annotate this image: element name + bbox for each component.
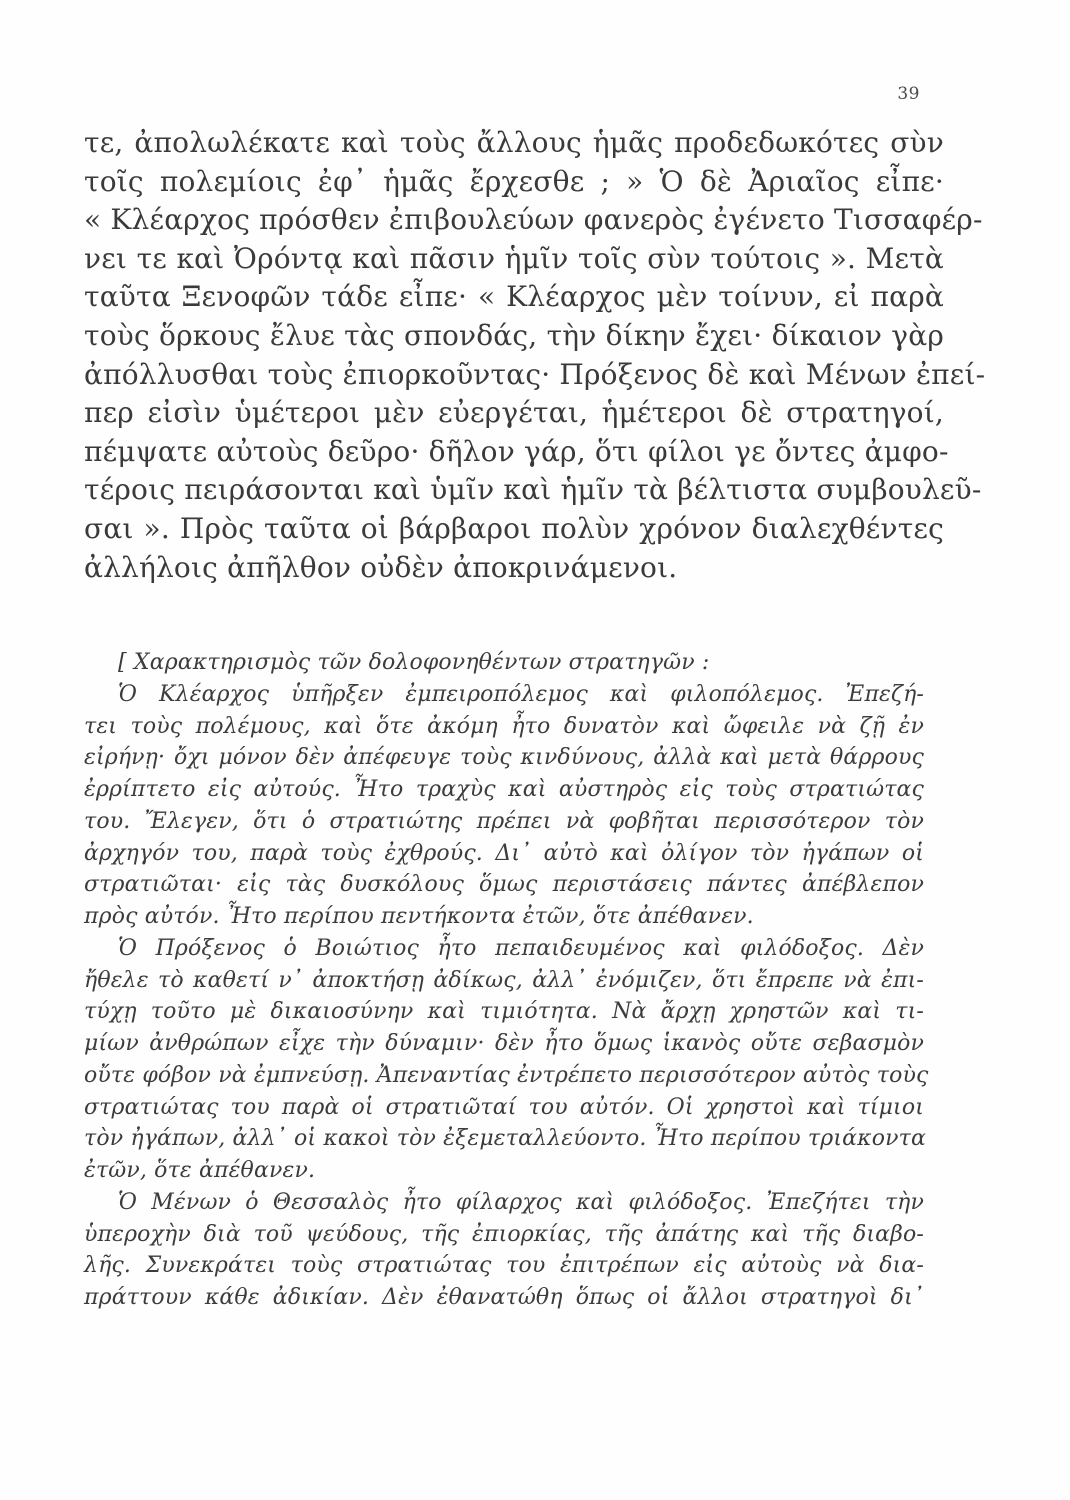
commentary-line: του. Ἔλεγεν, ὅτι ὁ στρατιώτης πρέπει νὰ φοβῆται περισσότερον τὸν — [84, 808, 924, 834]
commentary-line: τύχῃ τοῦτο μὲ δικαιοσύνην καὶ τιμιότητα. Νὰ ἄρχῃ χρηστῶν καὶ τι- — [84, 999, 924, 1025]
text-line: τε, ἀπολωλέκατε καὶ τοὺς ἄλλους ἡμᾶς προδεδωκότες σὺν — [84, 126, 944, 159]
commentary-line: εἰρήνῃ· ὄχι μόνον δὲν ἀπέφευγε τοὺς κινδύνους, ἀλλὰ καὶ μετὰ θάρρους — [84, 745, 924, 771]
text-line: τοὺς ὅρκους ἔλυε τὰς σπονδάς, τὴν δίκην ἔχει· δίκαιον γὰρ — [84, 318, 944, 352]
main-greek-text — [84, 124, 986, 587]
text-line: τοῖς πολεμίοις ἐφ᾽ ἡμᾶς ἔρχεσθε ; » Ὁ δὲ Ἀριαῖος εἶπε· — [84, 164, 944, 198]
commentary-section — [84, 647, 929, 1314]
commentary-line: πρὸς αὐτόν. Ἦτο περίπου πεντήκοντα ἐτῶν, ὅτε ἀπέθανεν. — [84, 904, 754, 929]
commentary-line: τει τοὺς πολέμους, καὶ ὅτε ἀκόμη ἦτο δυνατὸν καὶ ὤφειλε νὰ ζῇ ἐν — [84, 713, 924, 739]
commentary-line: Ὁ Μένων ὁ Θεσσαλὸς ἦτο φίλαρχος καὶ φιλόδοξος. Ἐπεζήτει τὴν — [118, 1189, 924, 1215]
page-number: 39 — [897, 84, 920, 104]
commentary-line: ἤθελε τὸ καθετί ν᾽ ἀποκτήσῃ ἀδίκως, ἀλλ᾽ ἐνόμιζεν, ὅτι ἔπρεπε νὰ ἐπι- — [84, 967, 924, 993]
text-line: ἀλλήλοις ἀπῆλθον οὐδὲν ἀποκρινάμενοι. — [84, 550, 678, 584]
commentary-line: ἀρχηγόν του, παρὰ τοὺς ἐχθρούς. Δι᾽ αὐτὸ καὶ ὀλίγον τὸν ἠγάπων οἱ — [84, 840, 924, 866]
commentary-line: οὔτε φόβον νὰ ἐμπνεύσῃ. Ἀπεναντίας ἐντρέπετο περισσότερον αὐτὸς τοὺς — [84, 1062, 929, 1088]
text-line: « Κλέαρχος πρόσθεν ἐπιβουλεύων φανερὸς ἐγένετο Τισσαφέρ- — [84, 203, 983, 237]
commentary-line: στρατιώτας του παρὰ οἱ στρατιῶταί του αὐτόν. Οἱ χρηστοὶ καὶ τίμιοι — [84, 1094, 924, 1120]
commentary-line: Ὁ Κλέαρχος ὑπῆρξεν ἐμπειροπόλεμος καὶ φιλοπόλεμος. Ἐπεζή- — [118, 681, 924, 707]
text-line: πέμψατε αὐτοὺς δεῦρο· δῆλον γάρ, ὅτι φίλοι γε ὄντες ἀμφο- — [84, 434, 949, 468]
commentary-line: ὑπεροχὴν διὰ τοῦ ψεύδους, τῆς ἐπιορκίας, τῆς ἀπάτης καὶ τῆς διαβο- — [84, 1221, 924, 1247]
text-line: περ εἰσὶν ὑμέτεροι μὲν εὐεργέται, ἡμέτεροι δὲ στρατηγοί, — [84, 396, 944, 430]
commentary-line: λῆς. Συνεκράτει τοὺς στρατιώτας του ἐπιτρέπων εἰς αὐτοὺς νὰ δια- — [84, 1253, 924, 1279]
text-line: ἀπόλλυσθαι τοὺς ἐπιορκοῦντας· Πρόξενος δὲ καὶ Μένων ἐπεί- — [84, 357, 986, 391]
commentary-line: στρατιῶται· εἰς τὰς δυσκόλους ὅμως περιστάσεις πάντες ἀπέβλεπον — [84, 872, 924, 898]
commentary-line: Ὁ Πρόξενος ὁ Βοιώτιος ἦτο πεπαιδευμένος καὶ φιλόδοξος. Δὲν — [118, 935, 924, 961]
text-line: τέροις πειράσονται καὶ ὑμῖν καὶ ἡμῖν τὰ βέλτιστα συμβουλεῦ- — [84, 473, 982, 507]
commentary-heading: [ Χαρακτηρισμὸς τῶν δολοφονηθέντων στρατηγῶν : — [118, 650, 710, 675]
text-line: ταῦτα Ξενοφῶν τάδε εἶπε· « Κλέαρχος μὲν τοίνυν, εἰ παρὰ — [84, 280, 944, 314]
commentary-line: ἐρρίπτετο εἰς αὐτούς. Ἦτο τραχὺς καὶ αὐστηρὸς εἰς τοὺς στρατιώτας — [84, 777, 924, 802]
commentary-line: τὸν ἠγάπων, ἀλλ᾽ οἱ κακοὶ τὸν ἐξεμεταλλεύοντο. Ἦτο περίπου τριάκοντα — [84, 1126, 926, 1152]
commentary-line: μίων ἀνθρώπων εἶχε τὴν δύναμιν· δὲν ἦτο ὅμως ἱκανὸς οὔτε σεβασμὸν — [84, 1031, 924, 1056]
commentary-line: πράττουν κάθε ἀδικίαν. Δὲν ἐθανατώθη ὅπως οἱ ἄλλοι στρατηγοὶ δι᾽ — [84, 1285, 924, 1310]
text-line: νει τε καὶ Ὀρόντᾳ καὶ πᾶσιν ἡμῖν τοῖς σὺν τούτοις ». Μετὰ — [84, 241, 944, 275]
commentary-line: ἐτῶν, ὅτε ἀπέθανεν. — [84, 1158, 316, 1183]
text-line: σαι ». Πρὸς ταῦτα οἱ βάρβαροι πολὺν χρόνον διαλεχθέντες — [84, 511, 944, 545]
